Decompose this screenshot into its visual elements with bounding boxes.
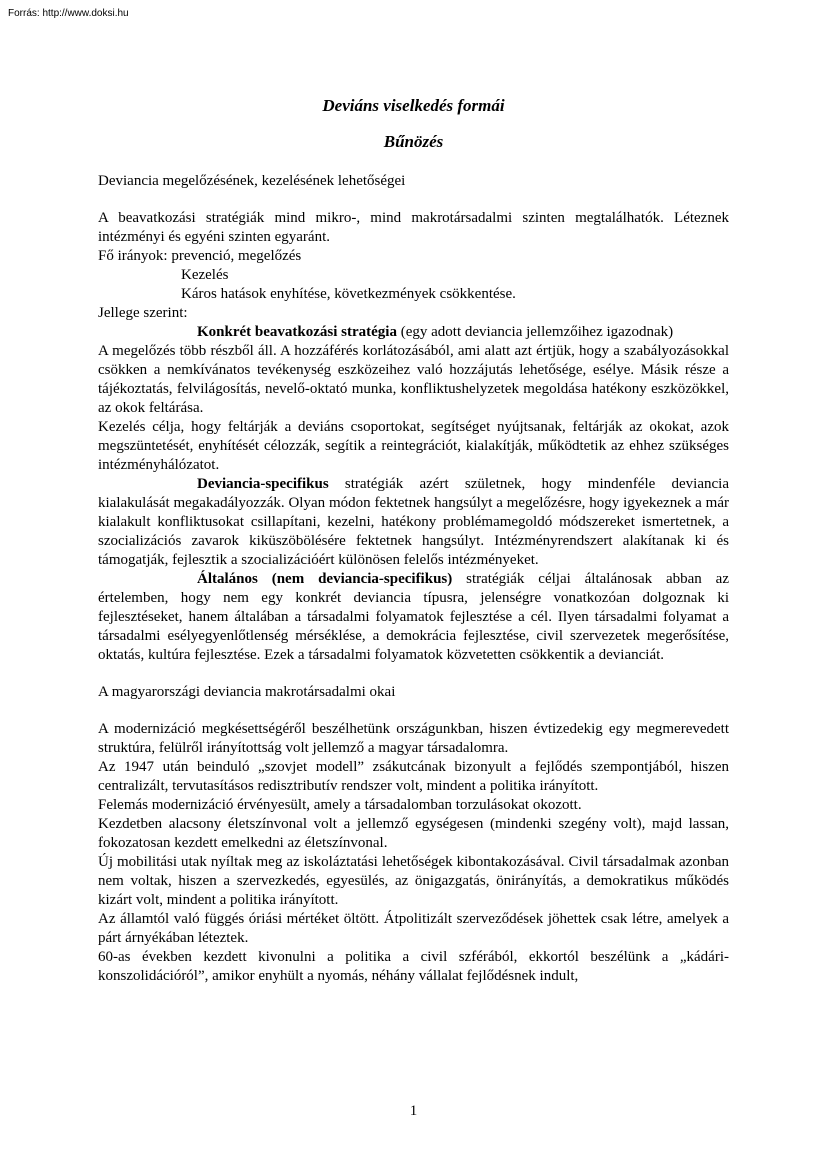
paragraph: A modernizáció megkésettségéről beszélhetünk országunkban, hiszen évtizedekig egy megmerevedett struktúra, felülről irányítottság volt jellemző a magyar társadalomra. [98, 721, 729, 756]
bold-term: Deviancia-specifikus [197, 476, 329, 492]
list-item: Kezelés [181, 267, 229, 283]
paragraph: Kezelés célja, hogy feltárják a deviáns csoportokat, segítséget nyújtsanak, feltárják az okokat, azok megszüntetését, enyhítését célozzák, segítik a reintegrációt, kialakítják, működtetik az ehhez szükséges intézményhálózatot. [98, 419, 729, 473]
paragraph: A megelőzés több részből áll. A hozzáférés korlátozásából, ami alatt azt értjük, hogy a szabályozásokkal csökken a nemkívánatos tevékenység eszközeihez való hozzájutás lehetősége, esélye. Másik része a tájékoztatás, felvilágosítás, nevelő-oktató munka, konfliktushelyzetek megoldása hatékony eszközökkel, az okok feltárása. [98, 343, 729, 416]
paragraph [98, 570, 729, 665]
paragraph: Az 1947 után beinduló „szovjet modell” zsákutcának bizonyult a fejlődés szempontjából, hiszen centralizált, tervutasításos redisztributív rendszer volt, mindent a politika irányított. [98, 759, 729, 794]
document-body [98, 96, 729, 986]
paragraph: Jellege szerint: [98, 305, 188, 321]
paragraph [98, 323, 729, 342]
paragraph [98, 475, 729, 570]
bold-term: Konkrét beavatkozási stratégia [197, 324, 397, 340]
list-item: Káros hatások enyhítése, következmények csökkentése. [181, 286, 516, 302]
paragraph-text: (egy adott deviancia jellemzőihez igazodnak) [396, 324, 674, 340]
paragraph: Kezdetben alacsony életszínvonal volt a jellemző egységesen (mindenki szegény volt), majd lassan, fokozatosan kezdett emelkedni az életszínvonal. [98, 816, 729, 851]
section-heading-prevention: Deviancia megelőzésének, kezelésének lehetőségei [98, 173, 406, 189]
paragraph: Új mobilitási utak nyíltak meg az iskoláztatási lehetőségek kibontakozásával. Civil társadalmak azonban nem voltak, hiszen a szervezkedés, egyesülés, az önigazgatás, önirányítás, a demokratikus működés kizárt volt, mindent a politika irányított. [98, 854, 729, 908]
paragraph: Az államtól való függés óriási mértéket öltött. Átpolitizált szerveződések jöhettek csak létre, amelyek a párt árnyékában léteztek. [98, 911, 729, 946]
paragraph: 60-as években kezdett kivonulni a politika a civil szférából, ekkortól beszélünk a „kádári-konszolidációról”, amikor enyhült a nyomás, néhány vállalat fejlődésnek indult, [98, 949, 729, 984]
page-number: 1 [409, 1103, 418, 1119]
page-title: Deviáns viselkedés formái [322, 96, 505, 115]
source-label: Forrás: http://www.doksi.hu [8, 8, 129, 19]
section-heading-causes: A magyarországi deviancia makrotársadalmi okai [98, 684, 396, 700]
bold-term: Általános (nem deviancia-specifikus) [197, 571, 453, 587]
paragraph-text: stratégiák céljai általánosak abban az értelemben, hogy nem egy konkrét deviancia típusra, jelenségre vonatkozóan dolgoznak ki fejlesztéseket, hanem általában a társadalmi folyamatok fejlesztése a cél. Ilyen társadalmi folyamat a társadalmi esélyegyenlőtlenség mérséklése, a demokrácia fejlesztése, civil szervezetek megerősítése, oktatás, kultúra fejlesztése. Ezek a társadalmi folyamatok közvetetten csökkentik a devianciát. [98, 571, 729, 663]
page-subtitle: Bűnözés [383, 132, 444, 151]
paragraph-text: stratégiák azért születnek, hogy mindenféle deviancia kialakulását megakadályozzák. Olyan módon fektetnek hangsúlyt a megelőzésre, hogy igyekeznek a már kialakult konfliktusokat csillapítani, kezelni, hatékony problémamegoldó módszereket ismertetnek, a szocializációs zavarok kiküszöbölésére fektetnek hangsúlyt. Intézményrendszert alakítanak ki és támogatják, fejlesztik a szocializációért különösen felelős intézményeket. [98, 476, 729, 568]
paragraph: A beavatkozási stratégiák mind mikro-, mind makrotársadalmi szinten megtalálhatók. Léteznek intézményi és egyéni szinten egyaránt. [98, 210, 729, 245]
paragraph: Felemás modernizáció érvényesült, amely a társadalomban torzulásokat okozott. [98, 797, 582, 813]
paragraph: Fő irányok: prevenció, megelőzés [98, 248, 302, 264]
